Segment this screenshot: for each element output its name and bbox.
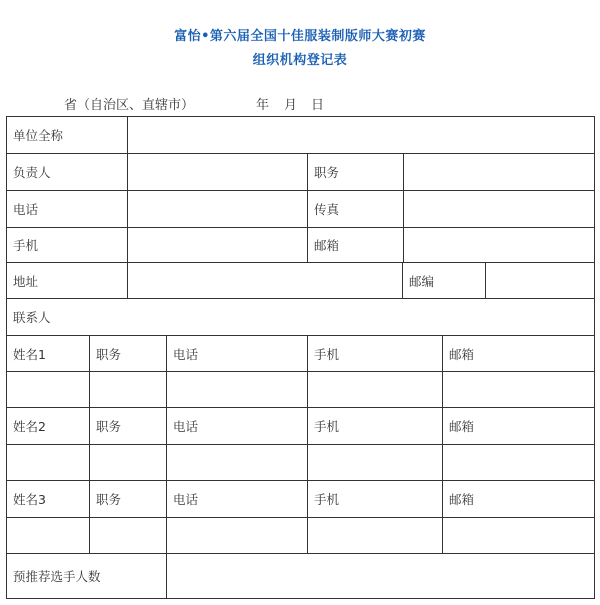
contact-2-mobile-field[interactable] bbox=[307, 444, 443, 481]
month-label: 月 bbox=[284, 98, 298, 113]
recommended-count-label: 预推荐选手人数 bbox=[6, 553, 167, 599]
form-title-line1: 富怡•第六届全国十佳服装制版师大赛初赛 bbox=[174, 29, 426, 44]
contact-1-email-field[interactable] bbox=[442, 371, 595, 408]
contact-2-position-label: 职务 bbox=[89, 407, 167, 445]
contact-1-phone-field[interactable] bbox=[166, 371, 308, 408]
contact-1-position-field[interactable] bbox=[89, 371, 167, 408]
manager-position-label: 职务 bbox=[307, 153, 404, 191]
contact-label: 联系人 bbox=[6, 298, 595, 336]
contact-3-phone-label: 电话 bbox=[166, 480, 308, 518]
postcode-label: 邮编 bbox=[402, 262, 486, 299]
contact-3-position-label: 职务 bbox=[89, 480, 167, 518]
manager-field[interactable] bbox=[127, 153, 308, 191]
email-label: 邮箱 bbox=[307, 227, 404, 263]
contact-3-email-label: 邮箱 bbox=[442, 480, 595, 518]
fax-label: 传真 bbox=[307, 190, 404, 228]
unit-name-label: 单位全称 bbox=[6, 116, 128, 154]
year-label: 年 bbox=[256, 98, 270, 113]
mobile-label: 手机 bbox=[6, 227, 128, 263]
contact-2-email-label: 邮箱 bbox=[442, 407, 595, 445]
phone-field[interactable] bbox=[127, 190, 308, 228]
phone-label: 电话 bbox=[6, 190, 128, 228]
contact-2-phone-label: 电话 bbox=[166, 407, 308, 445]
contact-3-email-field[interactable] bbox=[442, 517, 595, 554]
contact-1-name-label: 姓名1 bbox=[6, 335, 90, 372]
contact-1-mobile-field[interactable] bbox=[307, 371, 443, 408]
fax-field[interactable] bbox=[403, 190, 595, 228]
address-label: 地址 bbox=[6, 262, 128, 299]
contact-1-name-field[interactable] bbox=[6, 371, 90, 408]
contact-2-position-field[interactable] bbox=[89, 444, 167, 481]
contact-2-mobile-label: 手机 bbox=[307, 407, 443, 445]
contact-3-name-label: 姓名3 bbox=[6, 480, 90, 518]
contact-1-position-label: 职务 bbox=[89, 335, 167, 372]
province-label: 省（自治区、直辖市） bbox=[64, 98, 195, 113]
unit-name-field[interactable] bbox=[127, 116, 595, 154]
contact-3-name-field[interactable] bbox=[6, 517, 90, 554]
contact-3-mobile-field[interactable] bbox=[307, 517, 443, 554]
manager-position-field[interactable] bbox=[403, 153, 595, 191]
manager-label: 负责人 bbox=[6, 153, 128, 191]
contact-2-phone-field[interactable] bbox=[166, 444, 308, 481]
contact-3-mobile-label: 手机 bbox=[307, 480, 443, 518]
day-label: 日 bbox=[311, 98, 325, 113]
address-field[interactable] bbox=[127, 262, 403, 299]
mobile-field[interactable] bbox=[127, 227, 308, 263]
contact-2-name-field[interactable] bbox=[6, 444, 90, 481]
email-field[interactable] bbox=[403, 227, 595, 263]
recommended-count-field[interactable] bbox=[166, 553, 595, 599]
form-title-line2: 组织机构登记表 bbox=[252, 53, 348, 68]
contact-2-email-field[interactable] bbox=[442, 444, 595, 481]
contact-1-mobile-label: 手机 bbox=[307, 335, 443, 372]
contact-2-name-label: 姓名2 bbox=[6, 407, 90, 445]
contact-3-phone-field[interactable] bbox=[166, 517, 308, 554]
contact-1-email-label: 邮箱 bbox=[442, 335, 595, 372]
postcode-field[interactable] bbox=[485, 262, 595, 299]
contact-3-position-field[interactable] bbox=[89, 517, 167, 554]
contact-1-phone-label: 电话 bbox=[166, 335, 308, 372]
